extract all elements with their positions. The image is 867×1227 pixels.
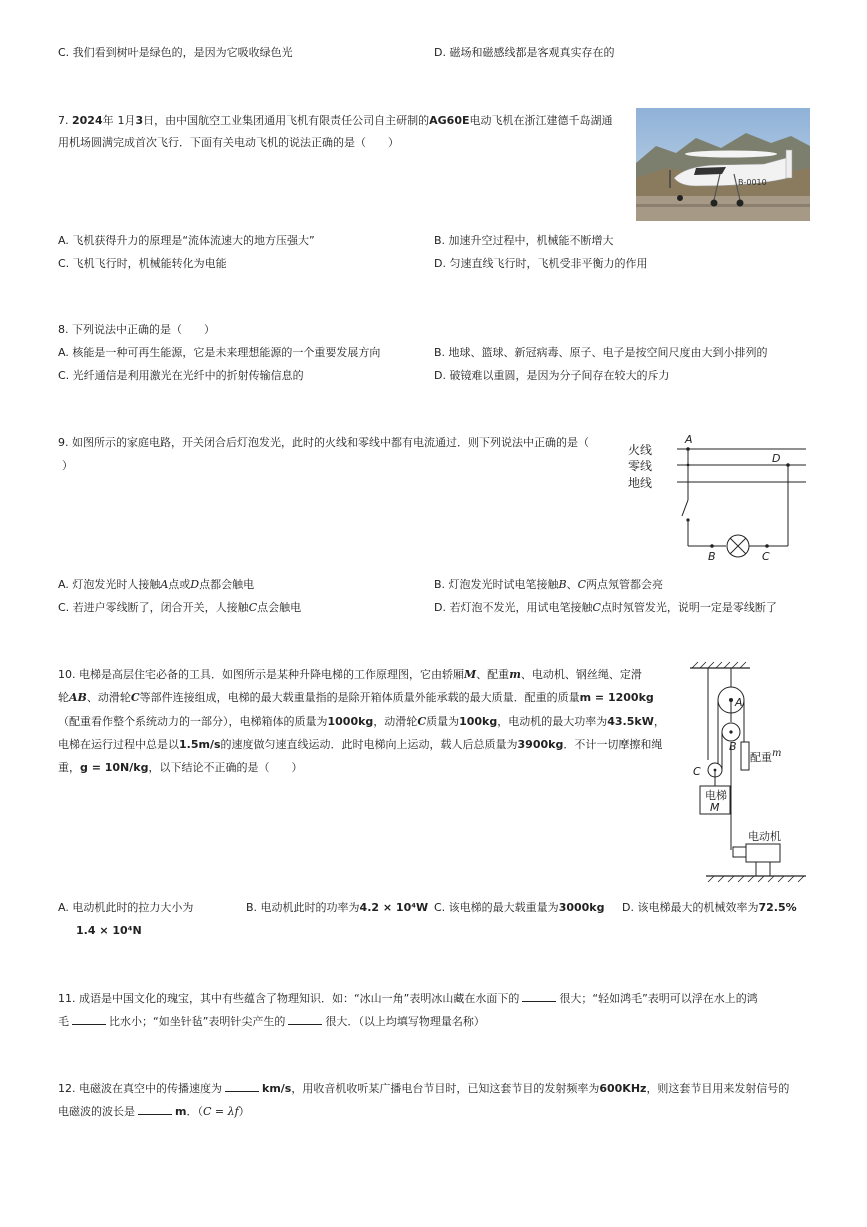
counterweight-label: 配重m [750,748,782,764]
answer-blank[interactable] [288,1013,322,1025]
pulley-c-label: C [693,765,701,778]
airplane-photo [636,108,810,221]
q8-option-b: B. 地球、篮球、新冠病毒、原子、电子是按空间尺度由大到小排列的 [434,346,768,359]
q9-stem-line2: ） [62,459,73,472]
live-wire-label: 火线 [628,443,653,457]
q7-option-c: C. 飞机飞行时，机械能转化为电能 [58,257,227,270]
motor-label: 电动机 [748,830,781,843]
pulley-a-label: A [735,696,743,709]
neutral-wire-label: 零线 [628,459,653,473]
point-d-label: D [772,452,781,465]
q8-option-a: A. 核能是一种可再生能源，它是未来理想能源的一个重要发展方向 [58,346,381,359]
q10-option-a: A. 电动机此时的拉力大小为 [58,901,194,914]
q7-option-d: D. 匀速直线飞行时，飞机受非平衡力的作用 [434,257,648,270]
q9-option-d: D. 若灯泡不发光，用试电笔接触C点时氖管发光，说明一定是零线断了 [434,601,777,614]
q9-stem-line1: 9. 如图所示的家庭电路，开关闭合后灯泡发光，此时的火线和零线中都有电流通过．则下列说法中正确的是（ [58,436,589,449]
q7-option-b: B. 加速升空过程中，机械能不断增大 [434,234,614,247]
answer-blank[interactable] [138,1103,172,1115]
point-a-label: A [685,433,693,446]
answer-blank[interactable] [522,990,556,1002]
ground-wire-label: 地线 [628,476,653,490]
elevator-label: 电梯 [705,789,727,802]
q11-stem-line1: 11. 成语是中国文化的瑰宝，其中有些蕴含了物理知识．如：“冰山一角”表明冰山藏在水面下的 很大；“轻如鸿毛”表明可以浮在水上的鸿 [58,992,758,1005]
q6-option-c: C. 我们看到树叶是绿色的，是因为它吸收绿色光 [58,46,293,59]
motor [746,844,780,862]
q10-stem-line5: 重，g = 10N/kg，以下结论不正确的是（ ） [58,761,303,774]
switch [682,500,688,516]
pulley-b-label: B [729,740,737,753]
q10-stem-line2: 轮AB、动滑轮C等部件连接组成，电梯的最大载重量指的是除开箱体质量外能承载的最大质量．配重的质量m = 1200kg [58,691,654,704]
q10-option-b: B. 电动机此时的功率为4.2 × 10⁴W [246,901,429,914]
q10-option-c: C. 该电梯的最大载重量为3000kg [434,901,605,914]
elevator-pulley-diagram [686,660,810,885]
q7-option-a: A. 飞机获得升力的原理是“流体流速大的地方压强大” [58,234,315,247]
answer-blank[interactable] [225,1080,259,1092]
household-circuit-diagram [622,430,810,565]
airplane-registration: B-0010 [738,178,767,187]
q8-option-d: D. 破镜难以重圆，是因为分子间存在较大的斥力 [434,369,670,382]
q12-stem-line1: 12. 电磁波在真空中的传播速度为 km/s，用收音机收听某广播电台节目时，已知这套节目的发射频率为600KHz，则这套节目用来发射信号的 [58,1082,790,1095]
q9-option-b: B. 灯泡发光时试电笔接触B、C两点氖管都会亮 [434,578,664,591]
q10-stem-line1: 10. 电梯是高层住宅必备的工具．如图所示是某种升降电梯的工作原理图，它由轿厢M、配重m、电动机、钢丝绳、定滑 [58,668,642,681]
answer-blank[interactable] [72,1013,106,1025]
q8-option-c: C. 光纤通信是利用激光在光纤中的折射传输信息的 [58,369,304,382]
q6-option-d: D. 磁场和磁感线都是客观真实存在的 [434,46,615,59]
q11-stem-line2: 毛 比水小；“如坐针毡”表明针尖产生的 很大．（以上均填写物理量名称） [58,1015,485,1028]
point-c-label: C [762,550,770,563]
q10-option-a-value: 1.4 × 10⁴N [76,924,142,937]
q12-stem-line2: 电磁波的波长是 m．（C = λf） [58,1105,250,1118]
q10-option-d: D. 该电梯最大的机械效率为72.5% [622,901,797,914]
q10-stem-line3: （配重看作整个系统动力的一部分），电梯箱体的质量为1000kg，动滑轮C质量为100kg，电动机的最大功率为43.5kW， [58,715,665,728]
q9-option-c: C. 若进户零线断了，闭合开关，人接触C点会触电 [58,601,302,614]
q7-stem-line1: 7. 2024年 1月3日，由中国航空工业集团通用飞机有限责任公司自主研制的AG60E电动飞机在浙江建德千岛湖通 [58,114,613,127]
counterweight [741,742,749,770]
q8-stem: 8. 下列说法中正确的是（ ） [58,323,215,336]
q9-option-a: A. 灯泡发光时人接触A点或D点都会触电 [58,578,255,591]
point-b-label: B [708,550,716,563]
elevator-mass-label: M [710,801,720,814]
q10-stem-line4: 电梯在运行过程中总是以1.5m/s的速度做匀速直线运动．此时电梯向上运动，载人后总质量为3900kg．不计一切摩擦和绳 [58,738,663,751]
q7-stem-line2: 用机场圆满完成首次飞行．下面有关电动飞机的说法正确的是（ ） [58,136,399,149]
